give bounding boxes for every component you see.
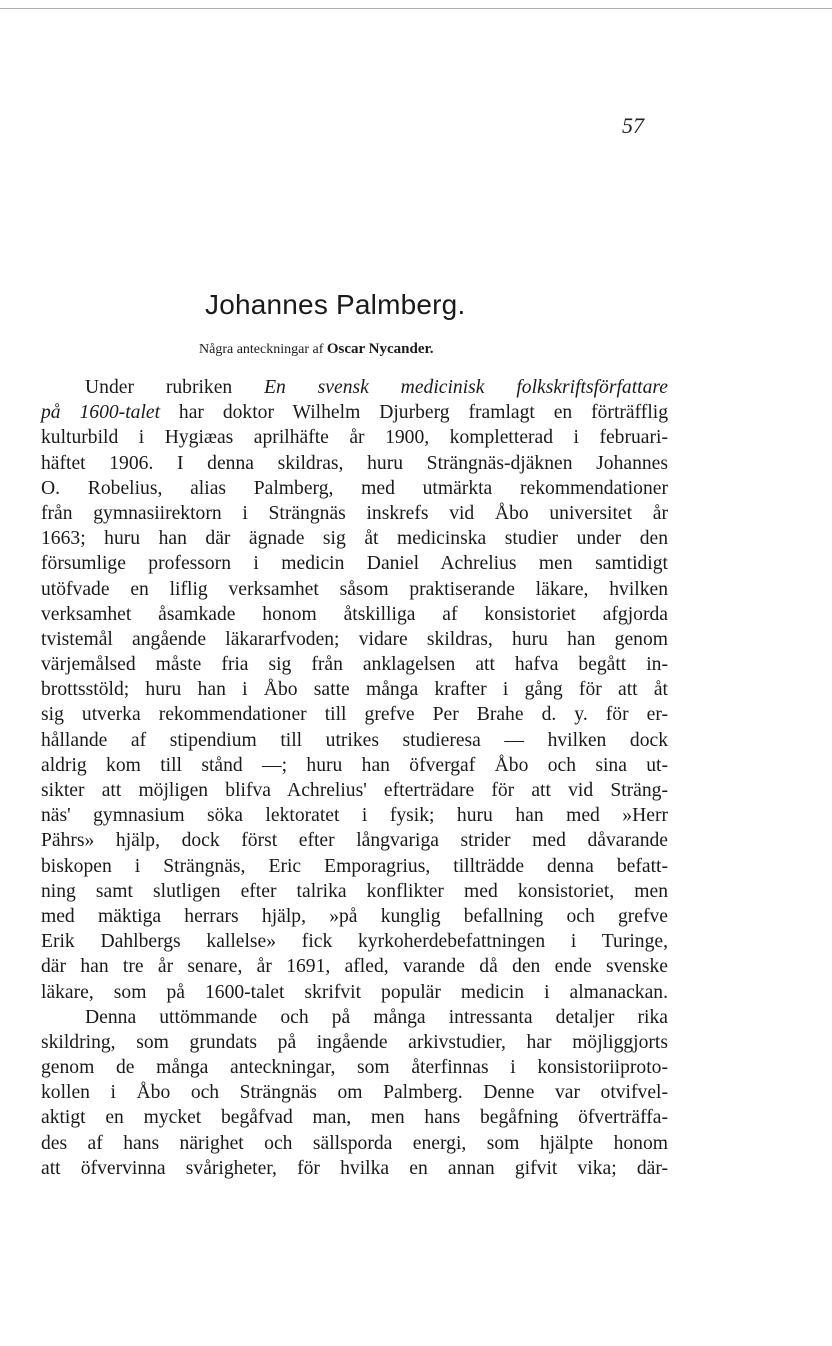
body-text-run: genom de många anteckningar, som återfinnas i konsistoriiproto- — [41, 1057, 668, 1079]
body-text-run: aktigt en mycket begåfvad man, men hans begåfning öfverträffa- — [41, 1107, 668, 1129]
body-text-run: brottsstöld; huru han i Åbo satte många krafter i gång för att åt — [41, 679, 668, 701]
body-line — [41, 551, 668, 576]
body-text-run: näs' gymnasium söka lektoratet i fysik; huru han med »Herr — [41, 805, 668, 827]
body-text-run: med mäktiga herrars hjälp, »på kunglig befallning och grefve — [41, 905, 668, 927]
body-line — [41, 1156, 668, 1181]
body-text-run: att öfvervinna svårigheter, för hvilka en annan gifvit vika; där- — [41, 1157, 668, 1179]
body-line — [41, 879, 668, 904]
body-line — [41, 652, 668, 677]
body-text-run: des af hans närighet och sällsporda energi, som hjälpte honom — [41, 1132, 668, 1154]
body-line — [41, 577, 668, 602]
body-line — [41, 728, 668, 753]
body-line — [41, 526, 668, 551]
body-text-run: tvistemål angående läkararfvoden; vidare skildras, huru han genom — [41, 628, 668, 650]
body-line — [41, 375, 668, 400]
body-line — [41, 677, 668, 702]
body-line — [41, 753, 668, 778]
body-text-run: Denna uttömmande och på många intressanta detaljer rika — [85, 1006, 668, 1028]
italic-text: på 1600-talet — [41, 402, 161, 424]
body-text-run: värjemålsed måste fria sig från anklagelsen att hafva begått in- — [41, 654, 668, 676]
body-text-run: sig utverka rekommendationer till grefve Per Brahe d. y. för er- — [41, 704, 668, 726]
body-text-run: Under rubriken — [85, 377, 265, 398]
body-text-run: verksamhet åsamkade honom åtskilliga af konsistoriet afgjorda — [41, 603, 668, 625]
body-text-run: biskopen i Strängnäs, Eric Emporagrius, tillträdde denna befatt- — [41, 855, 668, 877]
body-line — [41, 627, 668, 652]
body-text-run: från gymnasiirektorn i Strängnäs inskrefs vid Åbo universitet år — [41, 502, 668, 524]
body-line — [41, 828, 668, 853]
body-text-run: Erik Dahlbergs kallelse» fick kyrkoherdebefattningen i Turinge, — [41, 931, 668, 953]
body-text-run: försumlige professorn i medicin Daniel Achrelius men samtidigt — [41, 553, 668, 575]
body-line — [41, 451, 668, 476]
body-text-run: kollen i Åbo och Strängnäs om Palmberg. Denne var otvifvel- — [41, 1082, 668, 1104]
body-line — [41, 602, 668, 627]
byline-author: Oscar Nycander. — [326, 341, 434, 357]
body-line — [41, 1030, 668, 1055]
body-text-run: O. Robelius, alias Palmberg, med utmärkta rekommendationer — [41, 477, 668, 499]
body-text-run: aldrig kom till stånd —; huru han öfvergaf Åbo och sina ut- — [41, 754, 668, 776]
body-text-run: har doktor Wilhelm Djurberg framlagt en förträfflig — [160, 402, 669, 424]
body-line — [41, 980, 668, 1005]
body-line — [41, 476, 668, 501]
body-text-run: där han tre år senare, år 1691, afled, varande då den ende svenske — [41, 956, 668, 978]
page-number: 57 — [622, 113, 644, 138]
body-line — [41, 425, 668, 450]
body-text-run: sikter att möjligen blifva Achrelius' efterträdare för att vid Sträng- — [41, 780, 668, 801]
body-text-run: utöfvade en liflig verksamhet såsom praktiserande läkare, hvilken — [41, 578, 668, 600]
body-line — [41, 778, 668, 803]
body-line — [41, 1005, 668, 1030]
body-line — [41, 954, 668, 979]
body-line — [41, 702, 668, 727]
top-rule — [0, 8, 832, 9]
body-line — [41, 1055, 668, 1080]
article-title: Johannes Palmberg. — [205, 289, 466, 320]
body-text-run: hållande af stipendium till utrikes studieresa — hvilken dock — [41, 729, 668, 751]
body-line — [41, 1105, 668, 1130]
byline — [199, 341, 434, 358]
body-text-run: Pährs» hjälp, dock först efter långvariga strider med dåvarande — [41, 830, 668, 852]
body-line — [41, 1080, 668, 1105]
body-line — [41, 929, 668, 954]
body-line — [41, 904, 668, 929]
body-line — [41, 854, 668, 879]
body-text-run: häftet 1906. I denna skildras, huru Strängnäs-djäknen Johannes — [41, 452, 668, 474]
body-text-run: ning samt slutligen efter talrika konflikter med konsistoriet, men — [41, 880, 668, 902]
body-text-run: 1663; huru han där ägnade sig åt medicinska studier under den — [41, 528, 668, 550]
article-body — [41, 375, 668, 1181]
body-line — [41, 803, 668, 828]
body-line — [41, 400, 668, 425]
byline-prefix: Några anteckningar af — [199, 342, 327, 357]
body-text-run: skildring, som grundats på ingående arkivstudier, har möjliggjorts — [41, 1031, 668, 1053]
body-line — [41, 1131, 668, 1156]
body-text-run: läkare, som på 1600-talet skrifvit populär medicin i almanackan. — [41, 981, 668, 1003]
body-line — [41, 501, 668, 526]
italic-text: En svensk medicinisk folkskriftsförfattare — [264, 377, 668, 398]
body-text-run: kulturbild i Hygiæas aprilhäfte år 1900, kompletterad i februari- — [41, 427, 668, 449]
